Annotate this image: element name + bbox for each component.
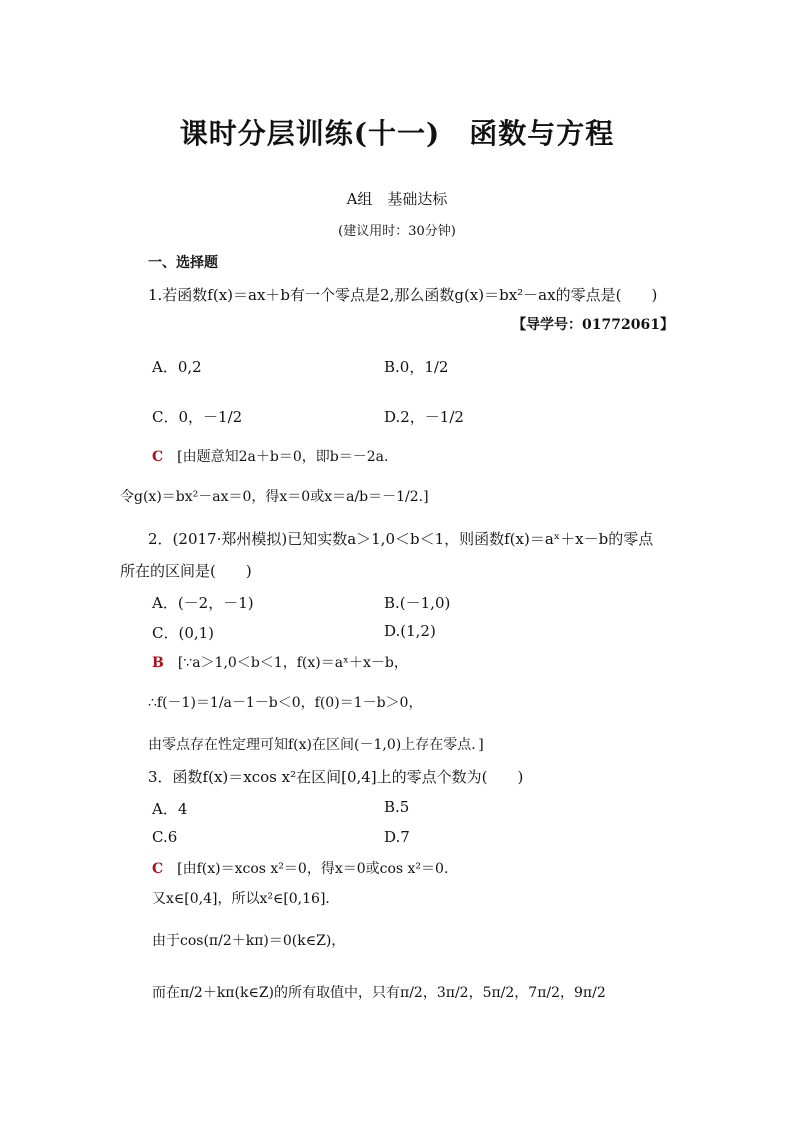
q3-option-c: C.6 (152, 828, 178, 846)
question-1-ref: 【导学号：01772061】 (512, 317, 674, 333)
group-heading: A组 基础达标 (346, 190, 448, 208)
q1-option-a: A．0,2 (152, 358, 202, 376)
q3-option-a: A．4 (152, 800, 188, 818)
q3-answer-line-3: 由于cos(π/2＋kπ)＝0(k∈Z)， (152, 933, 346, 949)
q2-option-c: C．(0,1) (152, 624, 215, 642)
q2-answer-text-1: [∵a＞1,0＜b＜1，f(x)＝aˣ＋x－b， (177, 655, 408, 671)
q1-answer-text-1: [由题意知2a＋b＝0，即b＝－2a. (177, 449, 389, 465)
section-heading: 一、选择题 (148, 255, 218, 271)
q2-answer-line-3: 由零点存在性定理可知f(x)在区间(－1,0)上存在零点．] (148, 737, 484, 753)
q1-option-c: C．0，－1/2 (152, 408, 243, 426)
q2-option-b: B.(－1,0) (384, 594, 451, 612)
page-title: 课时分层训练(十一) 函数与方程 (179, 117, 615, 150)
q1-answer-letter: C (152, 449, 164, 465)
q2-option-a: A．(－2，－1) (152, 594, 254, 612)
suggested-time: (建议用时：30分钟) (338, 224, 456, 239)
q3-answer-line-2: 又x∈[0,4]，所以x²∈[0,16]． (152, 891, 340, 907)
question-2-stem-1: 2．(2017·郑州模拟)已知实数a＞1,0＜b＜1，则函数f(x)＝aˣ＋x－b的零点 (148, 530, 654, 548)
q1-answer-line-2: 令g(x)＝bx²－ax＝0，得x＝0或x＝a/b＝－1/2.] (120, 489, 429, 505)
question-3-stem: 3．函数f(x)＝xcos x²在区间[0,4]上的零点个数为( ) (148, 768, 524, 786)
q3-answer-text-1: [由f(x)＝xcos x²＝0，得x＝0或cos x²＝0. (177, 861, 449, 877)
q1-option-d: D.2，－1/2 (384, 408, 464, 426)
q3-answer-letter: C (152, 861, 164, 877)
q3-answer-line-4: 而在π/2＋kπ(k∈Z)的所有取值中，只有π/2，3π/2，5π/2，7π/2，9π/2 (152, 985, 606, 1001)
q2-option-d: D.(1,2) (384, 622, 436, 640)
q3-option-d: D.7 (384, 828, 410, 846)
q2-answer-line-1 (152, 652, 408, 672)
q2-answer-line-2: ∴f(－1)＝1/a－1－b＜0，f(0)＝1－b＞0， (148, 695, 423, 711)
q1-answer-line-1 (152, 446, 388, 466)
q2-answer-letter: B (152, 655, 164, 671)
question-1-stem: 1.若函数f(x)＝ax＋b有一个零点是2,那么函数g(x)＝bx²－ax的零点是( ) (148, 286, 658, 304)
q1-option-b: B.0，1/2 (384, 358, 449, 376)
q3-answer-line-1 (152, 858, 448, 878)
q3-option-b: B.5 (384, 798, 410, 816)
question-2-stem-2: 所在的区间是( ) (120, 562, 252, 580)
